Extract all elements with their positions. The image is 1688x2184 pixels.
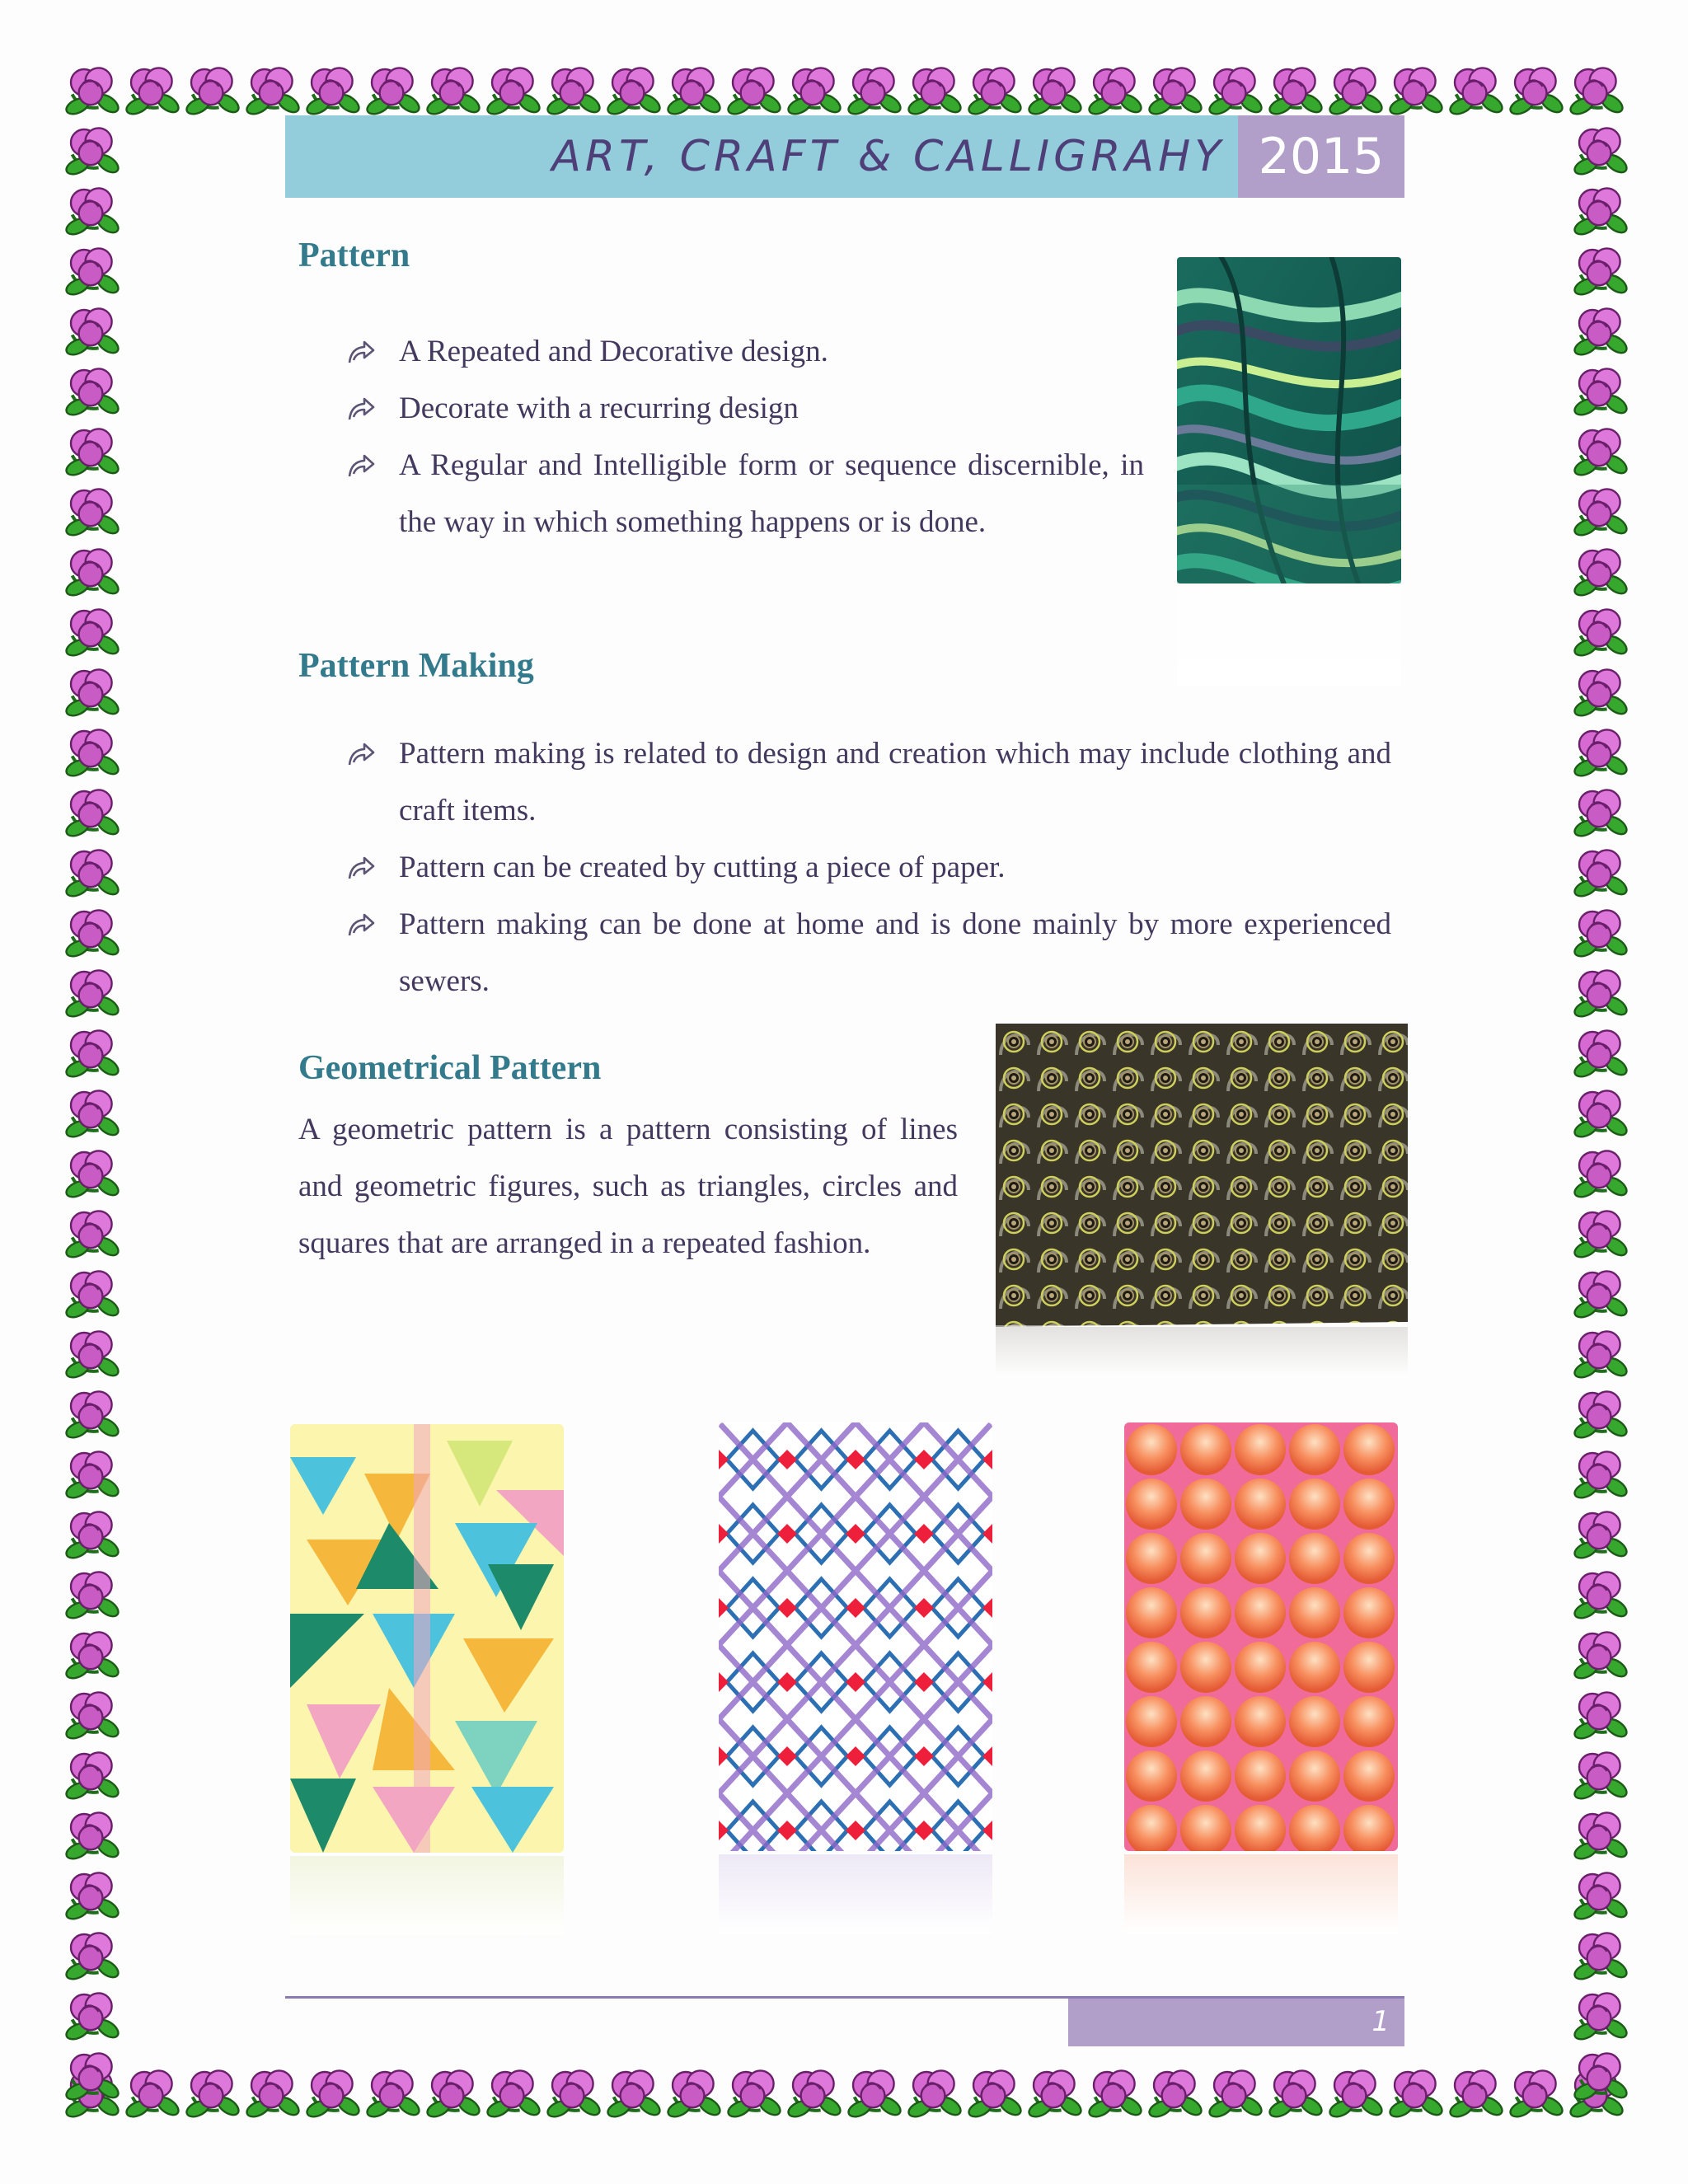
footer-page-box <box>1068 1999 1404 2046</box>
pattern-bullet-list <box>346 323 1144 551</box>
triangle-geometric-pattern-image <box>290 1424 564 1935</box>
page-number: 1 <box>1372 2005 1390 2038</box>
list-item: Pattern can be created by cutting a piece of paper. <box>346 839 1391 896</box>
section-heading-geometrical-pattern: Geometrical Pattern <box>298 1049 602 1087</box>
curved-arrow-bullet-icon <box>346 911 376 940</box>
list-item: Pattern making is related to design and creation which may include clothing and craft items. <box>346 725 1391 839</box>
dark-swirl-pattern-image <box>996 1024 1408 1378</box>
list-item: A Repeated and Decorative design. <box>346 323 1144 380</box>
curved-arrow-bullet-icon <box>346 854 376 883</box>
curved-arrow-bullet-icon <box>346 740 376 770</box>
curved-arrow-bullet-icon <box>346 338 376 368</box>
header-title: ART, CRAFT & CALLIGRAHY <box>551 132 1225 181</box>
curved-arrow-bullet-icon <box>346 395 376 424</box>
list-item: A Regular and Intelligible form or sequence discernible, in the way in which something happens or is done. <box>346 437 1144 551</box>
header-bar <box>285 115 1238 198</box>
pattern-making-bullet-list <box>346 725 1391 1010</box>
section-heading-pattern: Pattern <box>298 237 410 274</box>
orange-circle-pattern-image <box>1124 1422 1398 1933</box>
header-year-badge: 2015 <box>1238 115 1404 198</box>
section-heading-pattern-making: Pattern Making <box>298 647 534 685</box>
geometrical-pattern-paragraph: A geometric pattern is a pattern consisting of lines and geometric figures, such as triangles, circles and squares that are arranged in a repeated fashion. <box>298 1113 958 1260</box>
curved-arrow-bullet-icon <box>346 452 376 481</box>
green-wave-pattern-image <box>1177 257 1401 686</box>
list-item: Decorate with a recurring design <box>346 380 1144 437</box>
diamond-lattice-pattern-image <box>719 1422 992 1933</box>
list-item: Pattern making can be done at home and is done mainly by more experienced sewers. <box>346 896 1391 1010</box>
